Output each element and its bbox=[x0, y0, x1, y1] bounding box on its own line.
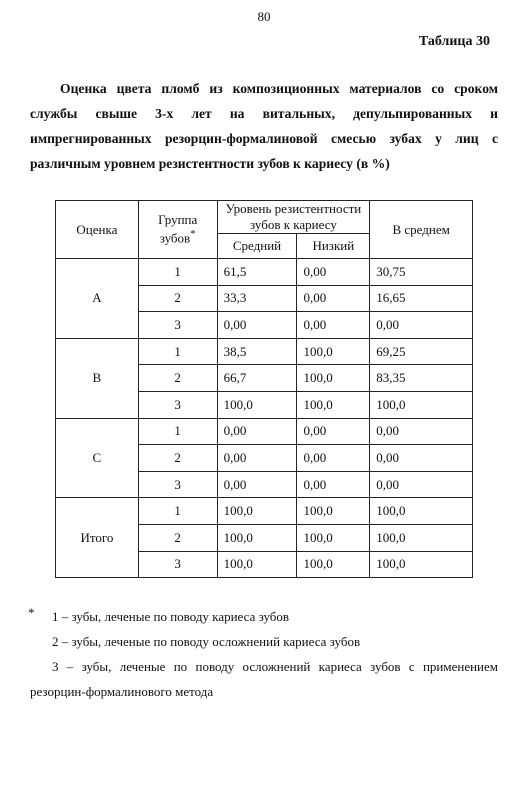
data-table bbox=[55, 200, 473, 578]
medium-cell: 0,00 bbox=[217, 445, 297, 472]
header-group-mark: * bbox=[190, 228, 196, 241]
group-cell: 2 bbox=[138, 365, 217, 392]
group-cell: 2 bbox=[138, 524, 217, 551]
table-row bbox=[56, 338, 473, 365]
medium-cell: 66,7 bbox=[217, 365, 297, 392]
group-cell: 3 bbox=[138, 551, 217, 578]
footnote-2: 2 – зубы, леченые по поводу осложнений кариеса зубов bbox=[52, 634, 361, 649]
low-cell: 100,0 bbox=[297, 498, 370, 525]
group-cell: 1 bbox=[138, 418, 217, 445]
medium-cell: 0,00 bbox=[217, 418, 297, 445]
group-cell: 1 bbox=[138, 338, 217, 365]
average-cell: 100,0 bbox=[370, 524, 473, 551]
group-cell: 3 bbox=[138, 471, 217, 498]
low-cell: 100,0 bbox=[297, 551, 370, 578]
grade-cell: Итого bbox=[56, 498, 139, 578]
header-medium: Средний bbox=[217, 234, 297, 259]
medium-cell: 38,5 bbox=[217, 338, 297, 365]
low-cell: 100,0 bbox=[297, 365, 370, 392]
grade-cell: B bbox=[56, 338, 139, 418]
low-cell: 100,0 bbox=[297, 391, 370, 418]
medium-cell: 61,5 bbox=[217, 259, 297, 286]
group-cell: 2 bbox=[138, 445, 217, 472]
medium-cell: 100,0 bbox=[217, 391, 297, 418]
medium-cell: 100,0 bbox=[217, 524, 297, 551]
header-average: В среднем bbox=[370, 201, 473, 259]
header-group-text: Группа зубов bbox=[158, 212, 198, 246]
average-cell: 0,00 bbox=[370, 312, 473, 339]
header-grade: Оценка bbox=[56, 201, 139, 259]
header-low: Низкий bbox=[297, 234, 370, 259]
medium-cell: 100,0 bbox=[217, 551, 297, 578]
average-cell: 100,0 bbox=[370, 551, 473, 578]
group-cell: 2 bbox=[138, 285, 217, 312]
table-row bbox=[56, 418, 473, 445]
average-cell: 100,0 bbox=[370, 391, 473, 418]
low-cell: 0,00 bbox=[297, 312, 370, 339]
header-resistance: Уровень резистентности зубов к кариесу bbox=[217, 201, 370, 234]
low-cell: 0,00 bbox=[297, 259, 370, 286]
group-cell: 3 bbox=[138, 391, 217, 418]
table-row bbox=[56, 259, 473, 286]
medium-cell: 0,00 bbox=[217, 312, 297, 339]
footnotes bbox=[30, 604, 498, 704]
low-cell: 0,00 bbox=[297, 418, 370, 445]
header-row bbox=[56, 201, 473, 234]
medium-cell: 33,3 bbox=[217, 285, 297, 312]
footnote-1: 1 – зубы, леченые по поводу кариеса зубов bbox=[52, 609, 290, 624]
page-number: 80 bbox=[257, 9, 271, 24]
average-cell: 69,25 bbox=[370, 338, 473, 365]
average-cell: 0,00 bbox=[370, 445, 473, 472]
low-cell: 100,0 bbox=[297, 524, 370, 551]
table-row bbox=[56, 498, 473, 525]
average-cell: 0,00 bbox=[370, 418, 473, 445]
grade-cell: A bbox=[56, 259, 139, 339]
medium-cell: 0,00 bbox=[217, 471, 297, 498]
average-cell: 0,00 bbox=[370, 471, 473, 498]
average-cell: 30,75 bbox=[370, 259, 473, 286]
low-cell: 0,00 bbox=[297, 445, 370, 472]
table-caption: Оценка цвета пломб из композиционных материалов со сроком службы свыше 3-х лет на витальных, депульпированных и импрегнированных резорцин-формалиновой смесью зубах у лиц с различным уровнем резистентности зубов к кариесу (в %) bbox=[30, 81, 498, 171]
header-group bbox=[138, 201, 217, 259]
group-cell: 1 bbox=[138, 259, 217, 286]
table-label: Таблица 30 bbox=[418, 34, 490, 49]
low-cell: 100,0 bbox=[297, 338, 370, 365]
footnote-mark: * bbox=[28, 605, 35, 620]
average-cell: 83,35 bbox=[370, 365, 473, 392]
footnote-3: 3 – зубы, леченые по поводу осложнений кариеса зубов с применением резорцин-формалинового метода bbox=[30, 659, 498, 699]
medium-cell: 100,0 bbox=[217, 498, 297, 525]
low-cell: 0,00 bbox=[297, 285, 370, 312]
low-cell: 0,00 bbox=[297, 471, 370, 498]
grade-cell: C bbox=[56, 418, 139, 498]
average-cell: 100,0 bbox=[370, 498, 473, 525]
group-cell: 1 bbox=[138, 498, 217, 525]
group-cell: 3 bbox=[138, 312, 217, 339]
average-cell: 16,65 bbox=[370, 285, 473, 312]
